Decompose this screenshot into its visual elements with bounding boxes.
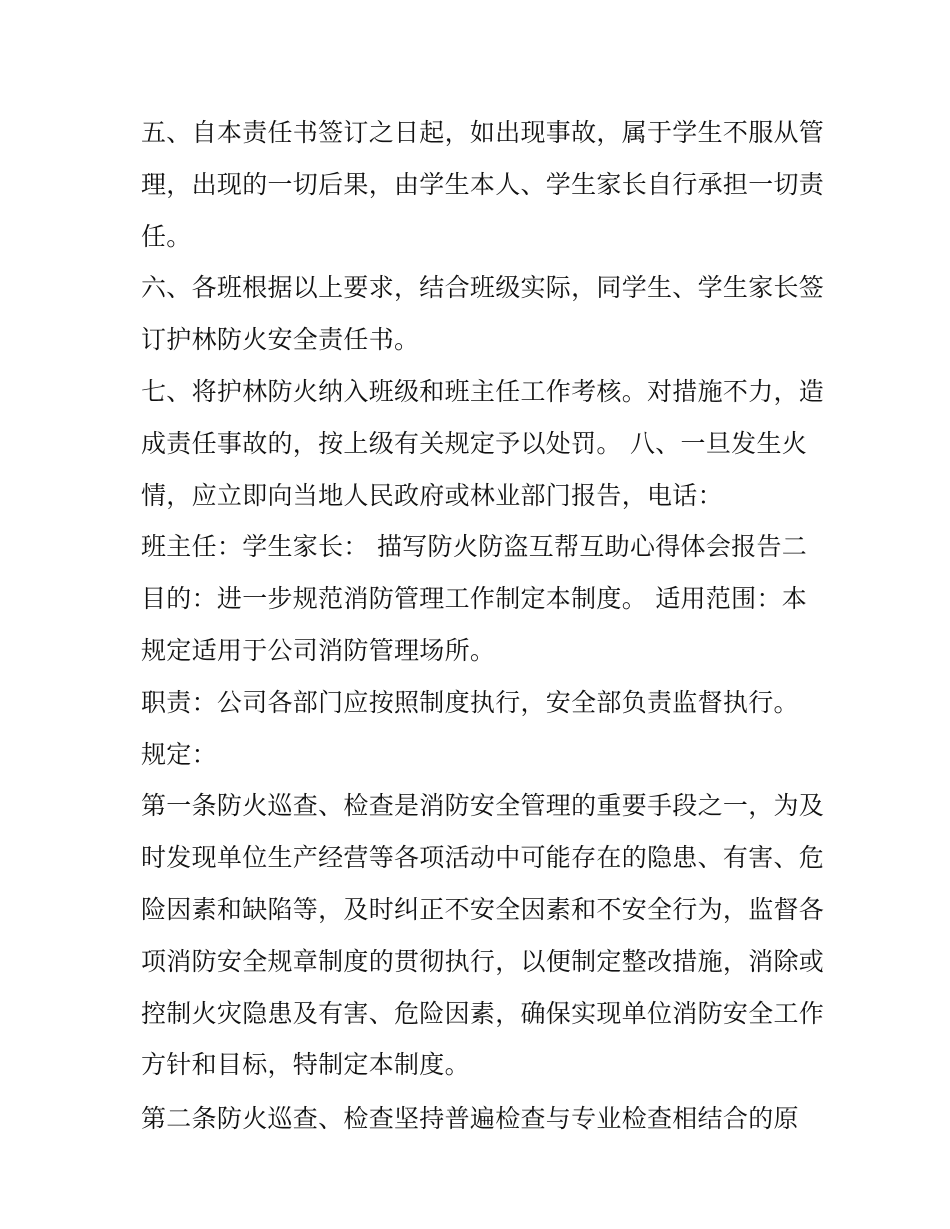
text-line: 方针和目标，特制定本制度。 (141, 1050, 470, 1080)
text-line: 班主任：学生家长： 描写防火防盗互帮互助心得体会报告二 (141, 532, 808, 562)
text-line: 成责任事故的，按上级有关规定予以处罚。 八、一旦发生火 (141, 428, 808, 458)
text-line: 第二条防火巡查、检查坚持普遍检查与专业检查相结合的原 (141, 1104, 799, 1134)
text-line: 项消防安全规章制度的贯彻执行，以便制定整改措施，消除或 (141, 946, 825, 976)
text-line: 时发现单位生产经营等各项活动中可能存在的隐患、有害、危 (141, 843, 825, 873)
text-line: 目的：进一步规范消防管理工作制定本制度。 适用范围：本 (141, 584, 808, 614)
text-line: 理，出现的一切后果，由学生本人、学生家长自行承担一切责 (141, 169, 825, 199)
text-line: 职责：公司各部门应按照制度执行，安全部负责监督执行。 (141, 687, 799, 717)
text-line: 六、各班根据以上要求，结合班级实际，同学生、学生家长签 (141, 273, 825, 303)
text-line: 七、将护林防火纳入班级和班主任工作考核。对措施不力，造 (141, 376, 825, 406)
document-body (141, 107, 825, 1145)
text-line: 情，应立即向当地人民政府或林业部门报告，电话： (141, 480, 723, 510)
text-line: 规定适用于公司消防管理场所。 (141, 635, 496, 665)
text-line: 规定： (141, 739, 217, 769)
text-line: 险因素和缺陷等，及时纠正不安全因素和不安全行为，监督各 (141, 894, 825, 924)
text-line: 控制火灾隐患及有害、危险因素，确保实现单位消防安全工作 (141, 998, 825, 1028)
text-line: 五、自本责任书签订之日起，如出现事故，属于学生不服从管 (141, 118, 825, 147)
text-line: 任。 (141, 221, 192, 251)
text-line: 第一条防火巡查、检查是消防安全管理的重要手段之一，为及 (141, 791, 825, 821)
text-line: 订护林防火安全责任书。 (141, 325, 420, 355)
